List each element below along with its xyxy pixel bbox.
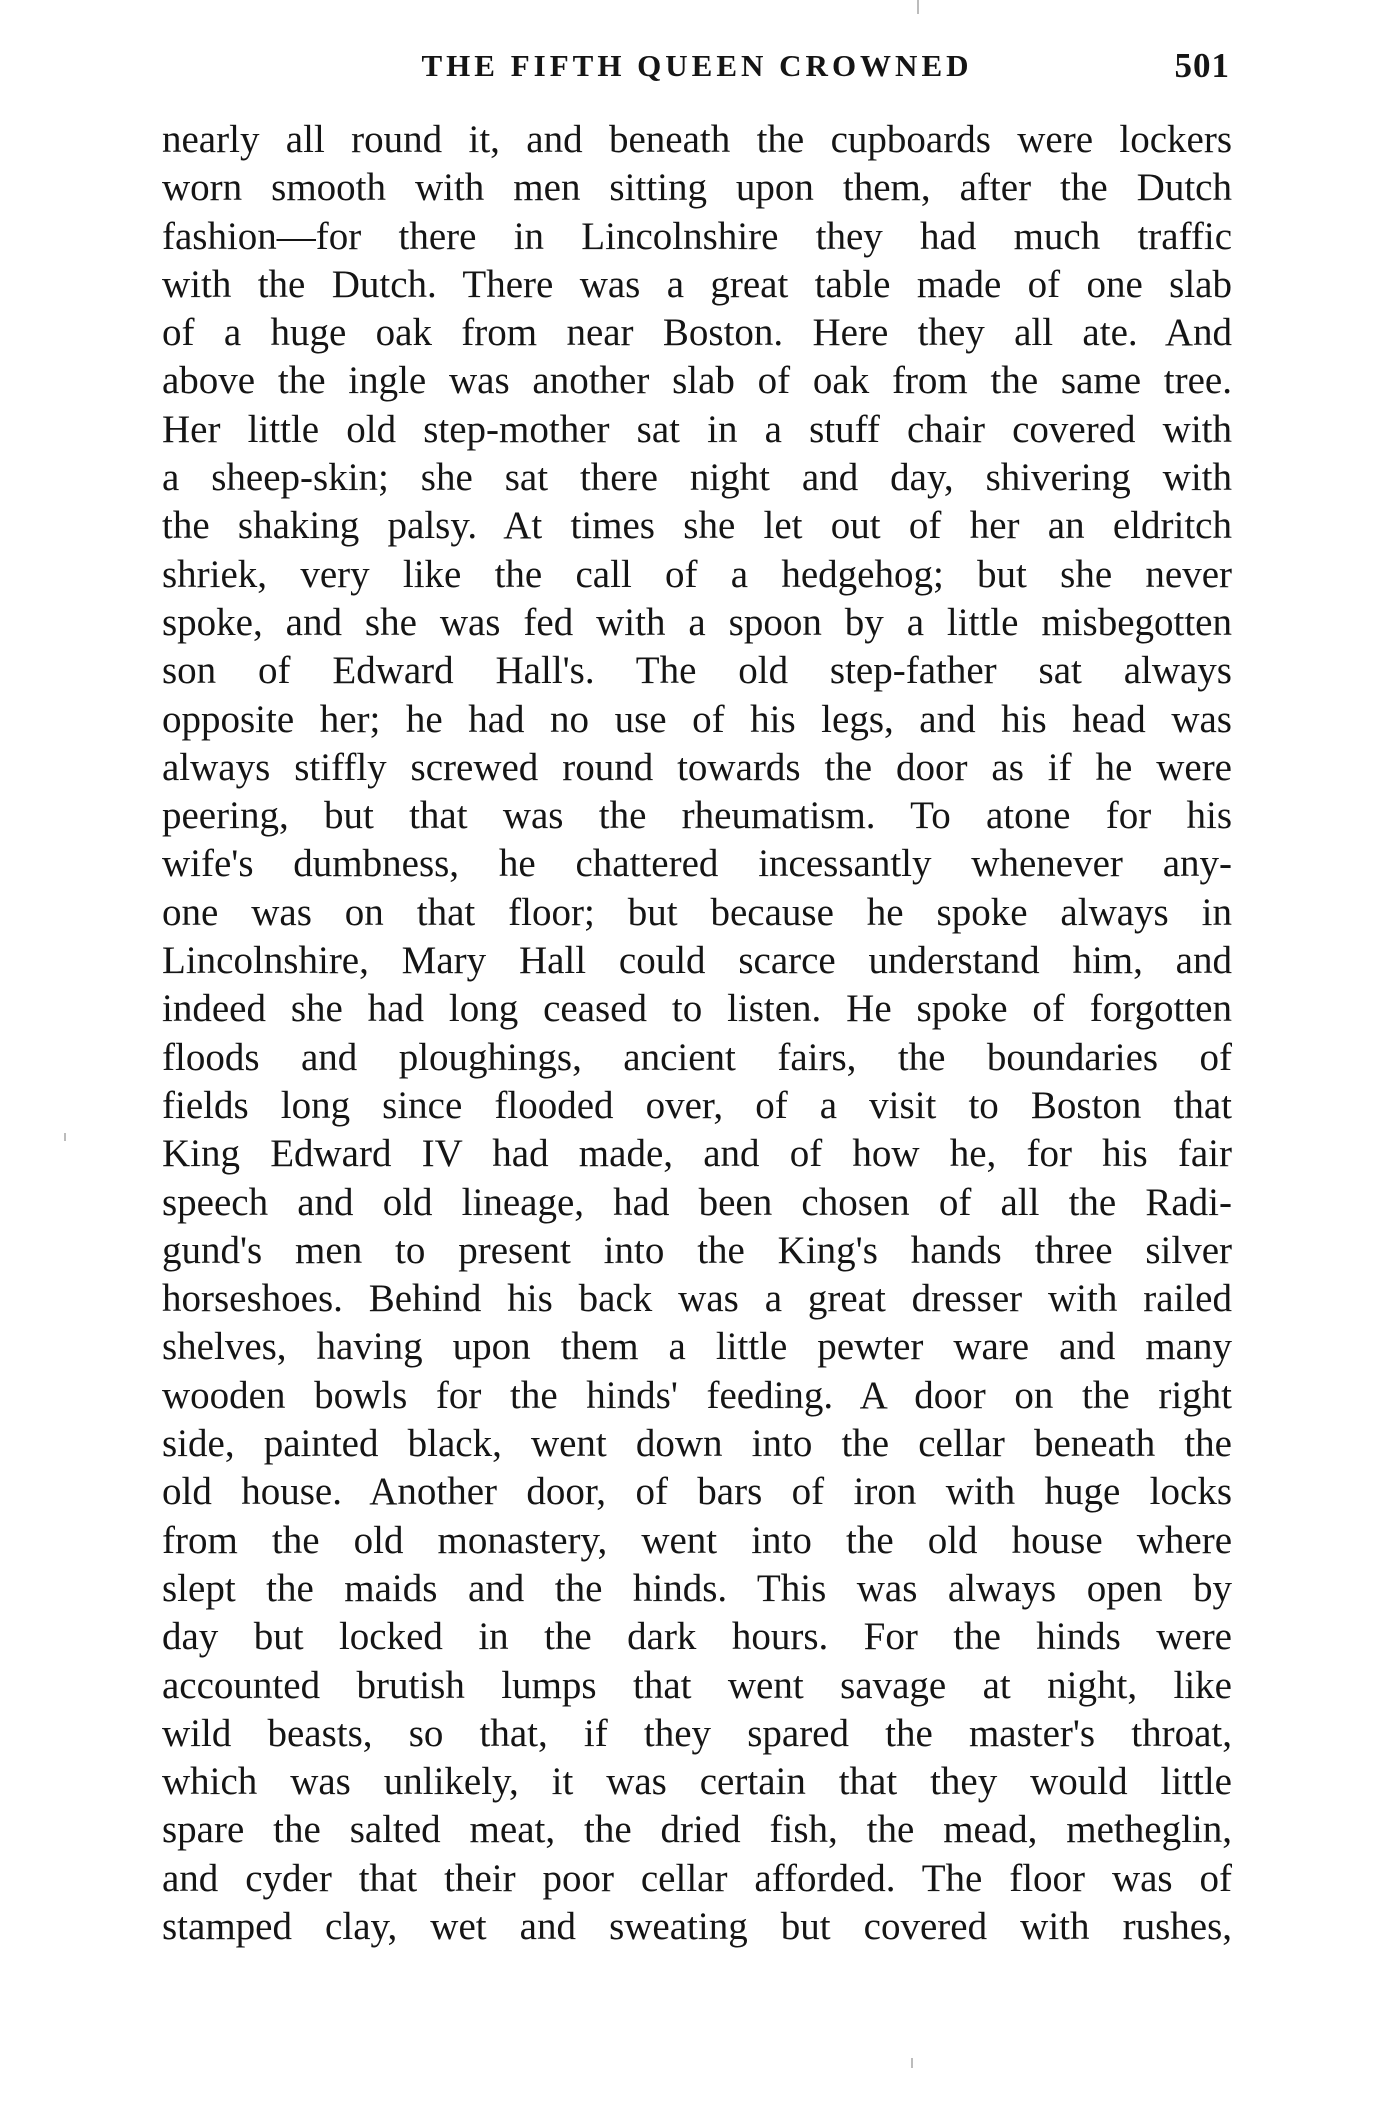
text-line: shelves, having upon them a little pewter ware and many bbox=[162, 1325, 1232, 1369]
text-line: slept the maids and the hinds. This was always open by bbox=[162, 1566, 1232, 1610]
text-line: one was on that floor; but because he spoke always in bbox=[162, 890, 1232, 934]
text-line: floods and ploughings, ancient fairs, the boundaries of bbox=[162, 1035, 1232, 1079]
text-line: wild beasts, so that, if they spared the master's throat, bbox=[162, 1711, 1232, 1755]
running-title: THE FIFTH QUEEN CROWNED bbox=[421, 48, 973, 83]
text-line: of a huge oak from near Boston. Here they all ate. And bbox=[162, 311, 1232, 355]
text-line: day but locked in the dark hours. For the hinds were bbox=[162, 1615, 1232, 1659]
text-line: spare the salted meat, the dried fish, the mead, metheglin, bbox=[162, 1808, 1232, 1852]
text-line: with the Dutch. There was a great table made of one slab bbox=[162, 262, 1232, 306]
text-line: gund's men to present into the King's hands three silver bbox=[162, 1228, 1232, 1272]
text-line: the shaking palsy. At times she let out of her an eldritch bbox=[162, 504, 1232, 548]
text-line: wooden bowls for the hinds' feeding. A door on the right bbox=[162, 1373, 1232, 1417]
scan-speck-bottom bbox=[911, 2058, 913, 2068]
text-line: a sheep-skin; she sat there night and day, shivering with bbox=[162, 456, 1232, 500]
text-line: fields long since flooded over, of a visit to Boston that bbox=[162, 1083, 1232, 1127]
text-line: from the old monastery, went into the old house where bbox=[162, 1518, 1232, 1562]
text-line: accounted brutish lumps that went savage at night, like bbox=[162, 1663, 1232, 1707]
text-line: always stiffly screwed round towards the door as if he were bbox=[162, 745, 1232, 789]
text-line: opposite her; he had no use of his legs, and his head was bbox=[162, 697, 1232, 741]
page-number: 501 bbox=[1174, 46, 1230, 85]
text-line: side, painted black, went down into the cellar beneath the bbox=[162, 1422, 1232, 1466]
text-line: spoke, and she was fed with a spoon by a little misbegotten bbox=[162, 600, 1232, 644]
scan-speck-top bbox=[917, 0, 919, 14]
text-line: indeed she had long ceased to listen. He spoke of forgotten bbox=[162, 987, 1232, 1031]
text-line: peering, but that was the rheumatism. To atone for his bbox=[162, 794, 1232, 838]
text-line: nearly all round it, and beneath the cupboards were lockers bbox=[162, 118, 1232, 161]
text-line: above the ingle was another slab of oak from the same tree. bbox=[162, 359, 1232, 403]
text-line: horseshoes. Behind his back was a great dresser with railed bbox=[162, 1277, 1232, 1321]
text-line: Her little old step-mother sat in a stuff chair covered with bbox=[162, 407, 1232, 451]
text-line: son of Edward Hall's. The old step-father sat always bbox=[162, 649, 1232, 693]
text-line: and cyder that their poor cellar afforded. The floor was of bbox=[162, 1856, 1232, 1900]
text-line: stamped clay, wet and sweating but covered with rushes, bbox=[162, 1904, 1232, 1948]
text-line: fashion—for there in Lincolnshire they had much traffic bbox=[162, 214, 1232, 258]
text-line: shriek, very like the call of a hedgehog; but she never bbox=[162, 552, 1232, 596]
text-line: King Edward IV had made, and of how he, for his fair bbox=[162, 1132, 1232, 1176]
running-head bbox=[162, 40, 1232, 110]
scan-speck-left bbox=[64, 1133, 66, 1141]
text-line: speech and old lineage, had been chosen of all the Radi- bbox=[162, 1180, 1232, 1224]
text-line: old house. Another door, of bars of iron with huge locks bbox=[162, 1470, 1232, 1514]
text-line: worn smooth with men sitting upon them, after the Dutch bbox=[162, 166, 1232, 210]
text-line: wife's dumbness, he chattered incessantly whenever any- bbox=[162, 842, 1232, 886]
text-line: which was unlikely, it was certain that they would little bbox=[162, 1760, 1232, 1804]
text-line: Lincolnshire, Mary Hall could scarce understand him, and bbox=[162, 939, 1232, 983]
body-text bbox=[162, 116, 1232, 1951]
